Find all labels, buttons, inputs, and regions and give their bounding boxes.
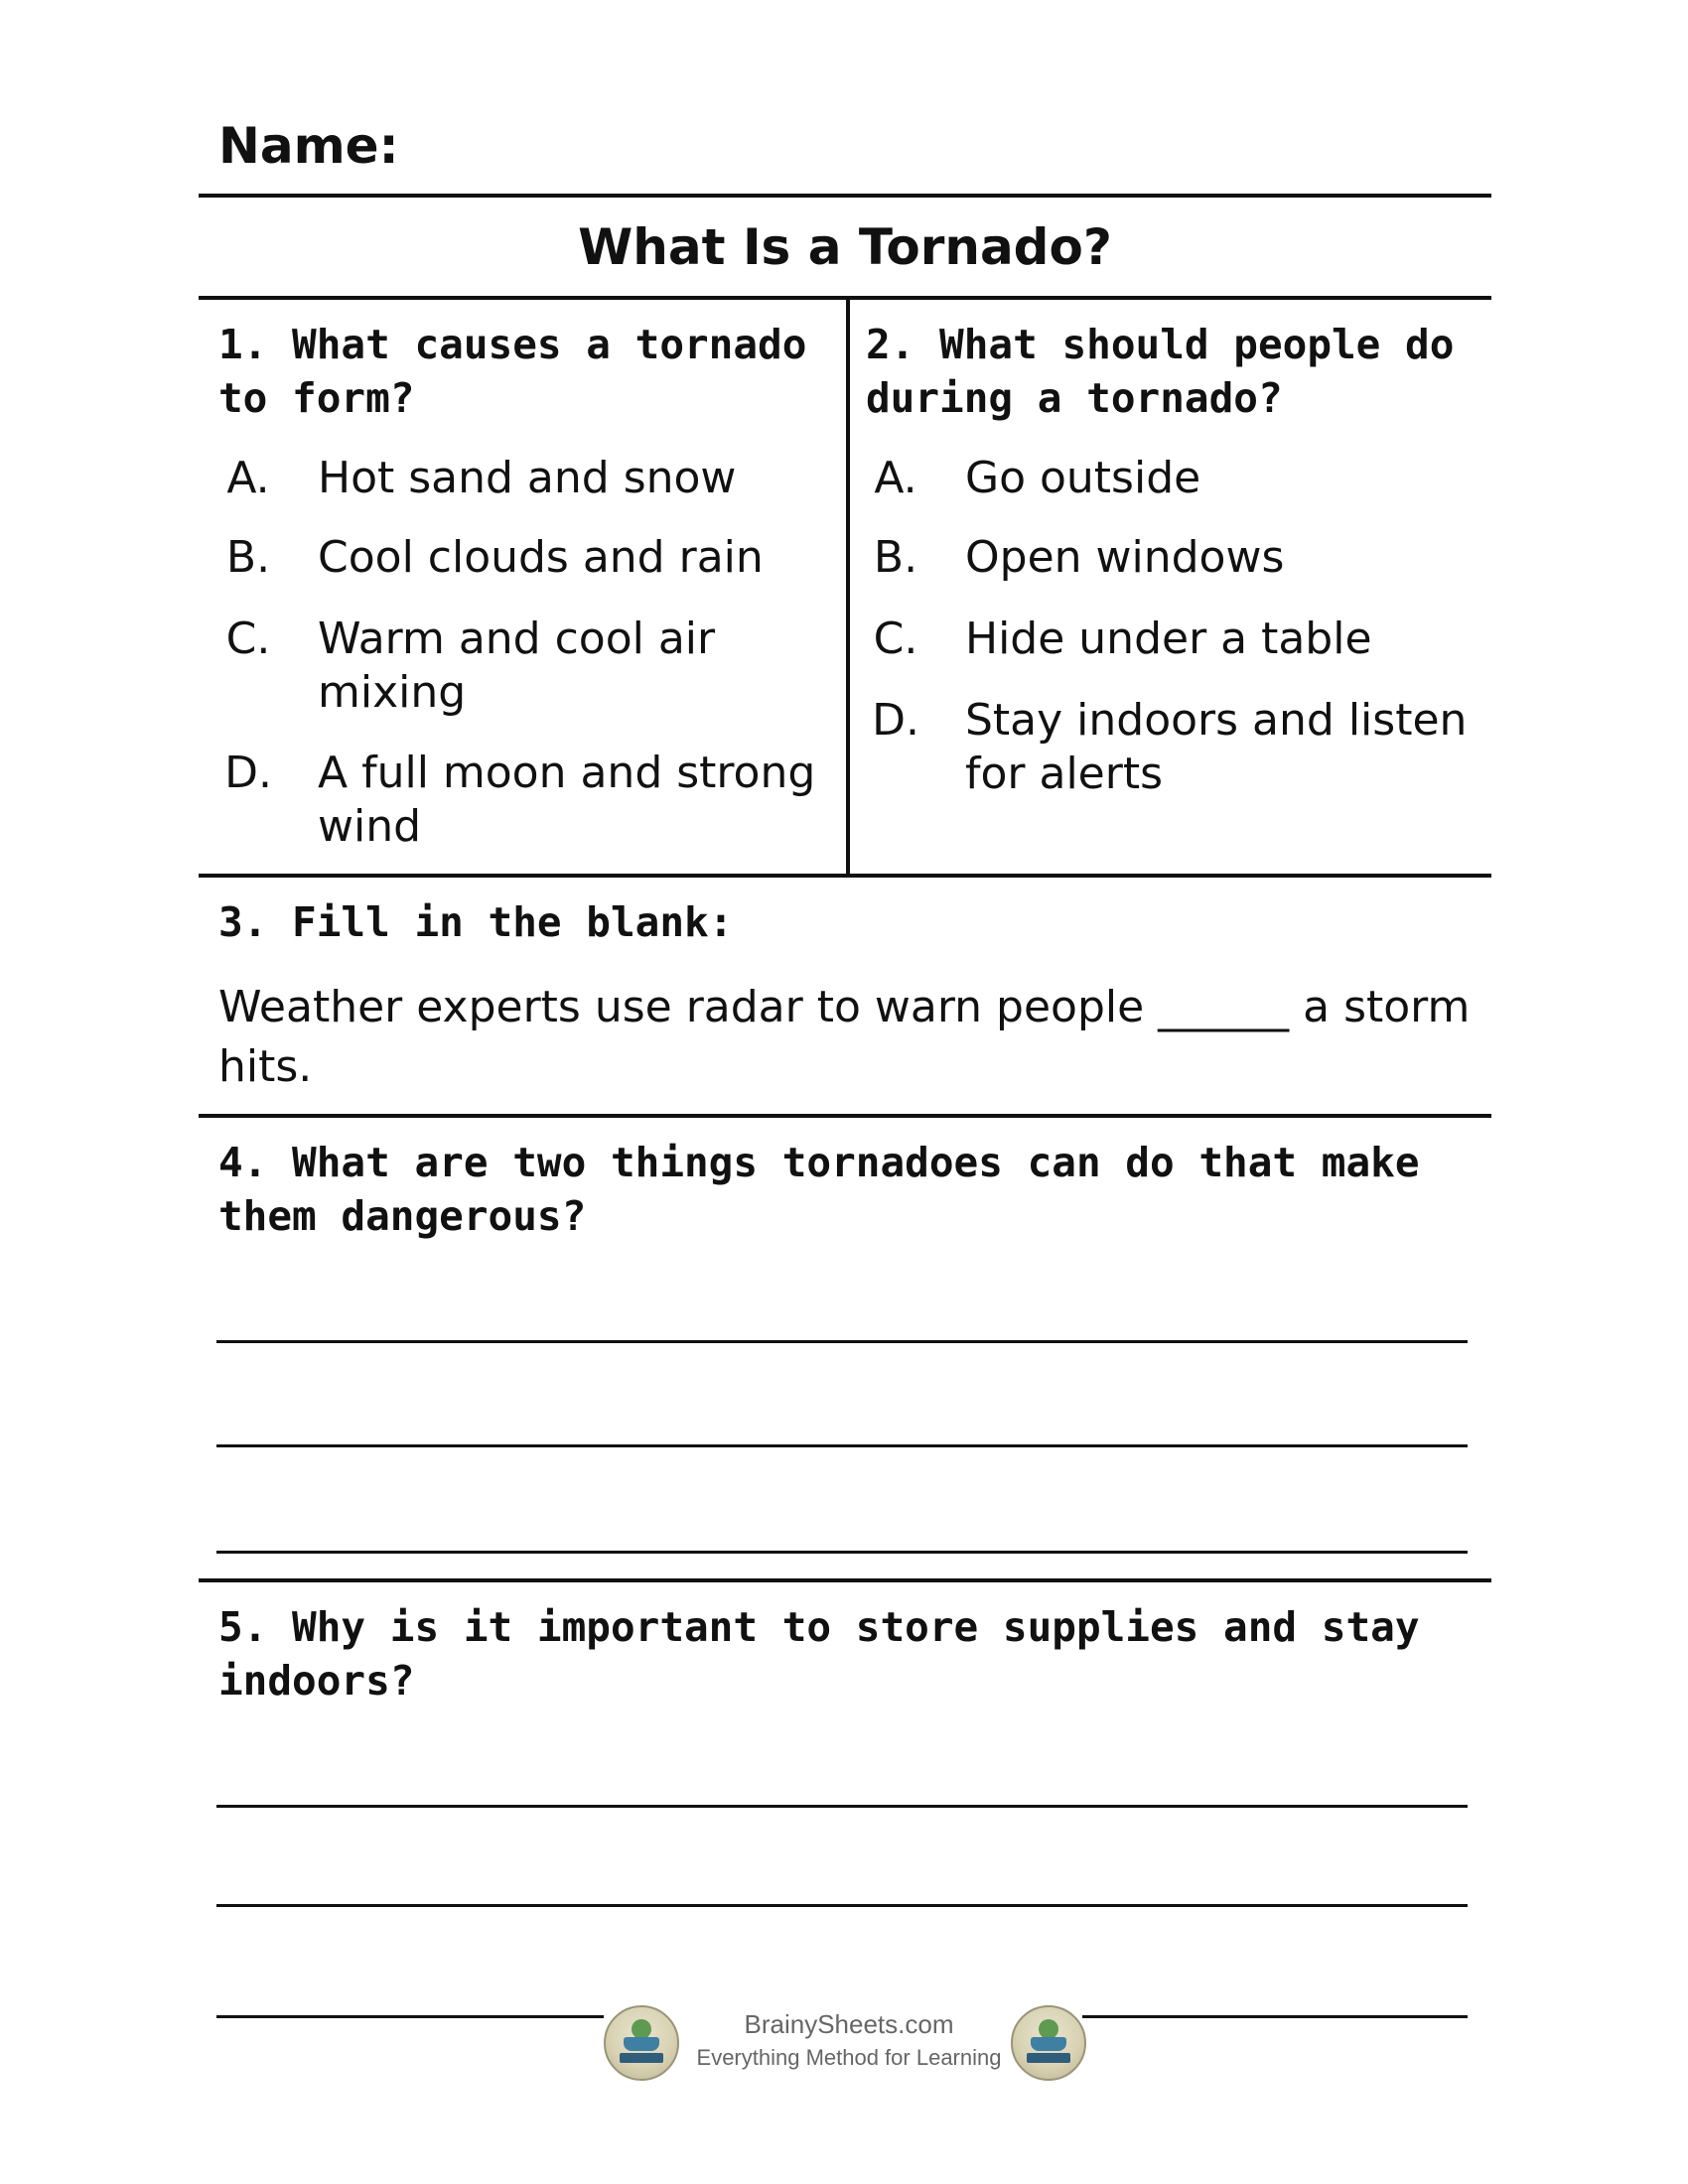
option-line: for alerts xyxy=(965,749,1164,799)
option-line: Hot sand and snow xyxy=(318,453,737,503)
question-1-line: to form? xyxy=(218,374,415,422)
answer-line-q4-1[interactable] xyxy=(216,1340,1468,1343)
option-line: Stay indoors and listen xyxy=(965,695,1468,746)
question-5-line: indoors? xyxy=(218,1657,415,1705)
question-1 xyxy=(218,318,806,425)
question-3-label: 3. Fill in the blank: xyxy=(218,898,734,946)
worksheet-title: What Is a Tornado? xyxy=(578,218,1112,276)
question-2-line: during a tornado? xyxy=(866,374,1283,422)
footer-tagline: Everything Method for Learning xyxy=(696,2045,1002,2070)
option-letter: B. xyxy=(873,532,918,583)
name-label: Name: xyxy=(218,117,399,175)
option-line: Cool clouds and rain xyxy=(318,532,764,583)
option-letter: C. xyxy=(225,614,271,664)
question-4-line: them dangerous? xyxy=(218,1192,587,1240)
option-letter: D. xyxy=(224,748,272,798)
sentence-line: Weather experts use radar to warn people ______ a storm xyxy=(218,982,1471,1032)
option-letter: D. xyxy=(872,695,919,746)
answer-line-q5-3a[interactable] xyxy=(216,2015,604,2018)
option-line: Open windows xyxy=(965,532,1285,583)
option-text[interactable] xyxy=(318,452,874,505)
question-3-sentence xyxy=(218,978,1479,1097)
answer-line-q4-2[interactable] xyxy=(216,1444,1468,1447)
option-text[interactable] xyxy=(965,613,1521,666)
footer-site: BrainySheets.com xyxy=(744,2009,954,2039)
divider-name xyxy=(199,194,1491,198)
question-4 xyxy=(218,1136,1420,1243)
sentence-line: hits. xyxy=(218,1041,313,1092)
option-letter: A. xyxy=(874,453,917,503)
brand-logo-icon xyxy=(604,2005,679,2081)
divider-q3 xyxy=(199,1114,1491,1118)
option-line: A full moon and strong xyxy=(318,748,816,798)
option-letter: B. xyxy=(225,532,271,583)
question-2 xyxy=(866,318,1454,425)
answer-line-q5-2[interactable] xyxy=(216,1904,1468,1907)
question-5 xyxy=(218,1600,1420,1707)
divider-q4 xyxy=(199,1578,1491,1582)
question-1-line: 1. What causes a tornado xyxy=(218,321,807,368)
option-text[interactable] xyxy=(318,747,874,854)
answer-line-q4-3[interactable] xyxy=(216,1551,1468,1554)
divider-q1q2 xyxy=(199,874,1491,878)
answer-line-q5-3b[interactable] xyxy=(1082,2015,1468,2018)
option-text[interactable] xyxy=(965,452,1521,505)
option-line: Go outside xyxy=(965,453,1201,503)
option-letter: C. xyxy=(873,614,918,664)
question-2-line: 2. What should people do xyxy=(866,321,1455,368)
option-text[interactable] xyxy=(318,613,874,720)
question-5-line: 5. Why is it important to store supplies and stay xyxy=(218,1603,1420,1651)
divider-title xyxy=(199,296,1491,300)
option-line: wind xyxy=(318,801,422,852)
option-letter: A. xyxy=(226,453,270,503)
answer-line-q5-1[interactable] xyxy=(216,1805,1468,1808)
brand-logo-icon xyxy=(1011,2005,1086,2081)
option-text[interactable] xyxy=(318,531,874,585)
option-text[interactable] xyxy=(965,694,1521,801)
option-line: Hide under a table xyxy=(965,614,1372,664)
option-text[interactable] xyxy=(965,531,1521,585)
question-4-line: 4. What are two things tornadoes can do that make xyxy=(218,1139,1420,1186)
option-line: mixing xyxy=(318,667,467,718)
option-line: Warm and cool air xyxy=(318,614,716,664)
